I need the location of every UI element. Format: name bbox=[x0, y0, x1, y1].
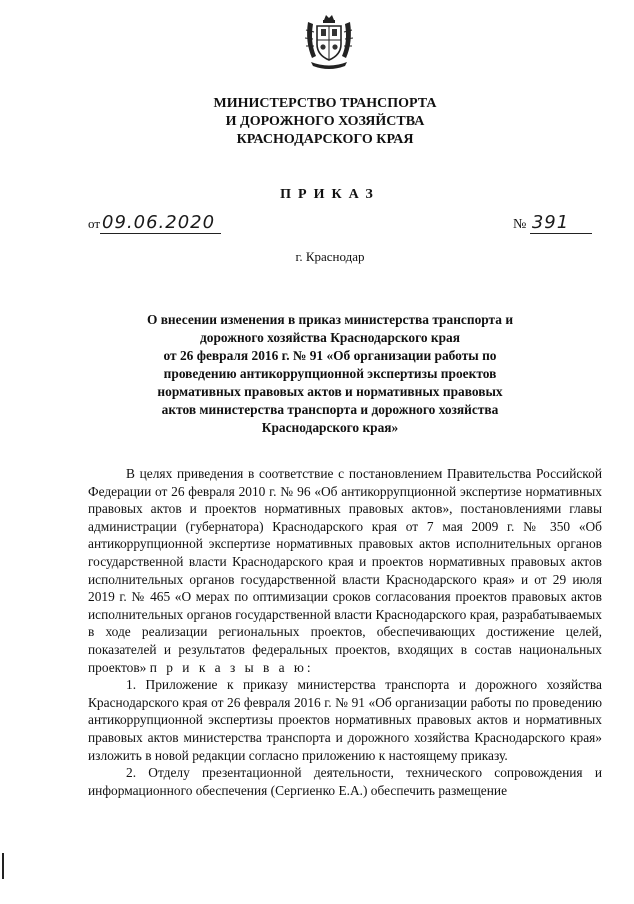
city: г. Краснодар bbox=[295, 249, 365, 264]
handwritten-number: 391 bbox=[530, 212, 592, 234]
title-line: О внесении изменения в приказ министерства транспорта и bbox=[146, 312, 514, 327]
scan-edge-mark bbox=[2, 853, 4, 879]
clause-1: 1. Приложение к приказу министерства транспорта и дорожного хозяйства Краснодарского края от 26 февраля 2016 г. № 91 «Об организации работы по проведению антикоррупционной экспертизы проектов нормативных правовых актов и нормативных правовых актов министерства транспорта и дорожного хозяйства Краснодарского края» изложить в новой редакции согласно приложению к настоящему приказу. bbox=[88, 677, 602, 763]
title-line: Краснодарского края» bbox=[261, 420, 399, 435]
ministry-line-1: МИНИСТЕРСТВО ТРАНСПОРТА bbox=[213, 96, 437, 111]
ministry-name bbox=[160, 95, 490, 149]
order-verb: п р и к а з ы в а ю: bbox=[149, 659, 314, 675]
order-number bbox=[513, 212, 592, 234]
number-prefix: № bbox=[513, 217, 527, 232]
order-date bbox=[88, 212, 221, 234]
date-prefix: от bbox=[88, 216, 101, 231]
order-body bbox=[88, 465, 602, 799]
clause-2: 2. Отделу презентационной деятельности, технического сопровождения и информационного обеспечения (Сергиенко Е.А.) обеспечить размещение bbox=[88, 765, 602, 798]
title-line: от 26 февраля 2016 г. № 91 «Об организации работы по bbox=[163, 348, 497, 363]
document-type: ПРИКАЗ bbox=[280, 187, 380, 202]
ministry-line-2: И ДОРОЖНОГО ХОЗЯЙСТВА bbox=[225, 114, 425, 129]
coat-of-arms-icon bbox=[302, 14, 356, 70]
preamble-text: В целях приведения в соответствие с постановлением Правительства Российской Федерации от 26 февраля 2010 г. № 96 «Об антикоррупционной экспертизе нормативных правовых актов и проектов нормативных правовых актов», постановлениями главы администрации (губернатора) Краснодарского края от 7 мая 2009 г. № 350 «Об антикоррупционной экспертизе нормативных правовых актов исполнительных органов государственной власти Краснодарского края и проектов нормативных правовых актов исполнительных органов государственной власти Краснодарского края» и от 29 июля 2019 г. № 465 «О мерах по оптимизации сроков согласования проектов правовых актов исполнительных органов государственной власти Краснодарского края, разрабатываемых в ходе реализации региональных проектов, обеспечивающих достижение целей, показателей и результатов федеральных проектов, входящих в состав национальных проектов» bbox=[88, 466, 602, 675]
title-line: актов министерства транспорта и дорожного хозяйства bbox=[161, 402, 499, 417]
order-title bbox=[118, 311, 542, 437]
title-line: нормативных правовых актов и нормативных правовых bbox=[157, 384, 503, 399]
ministry-line-3: КРАСНОДАРСКОГО КРАЯ bbox=[236, 132, 414, 147]
preamble-paragraph bbox=[88, 465, 602, 676]
handwritten-date: 09.06.2020 bbox=[100, 212, 221, 234]
title-line: дорожного хозяйства Краснодарского края bbox=[199, 330, 460, 345]
title-line: проведению антикоррупционной экспертизы проектов bbox=[163, 366, 497, 381]
